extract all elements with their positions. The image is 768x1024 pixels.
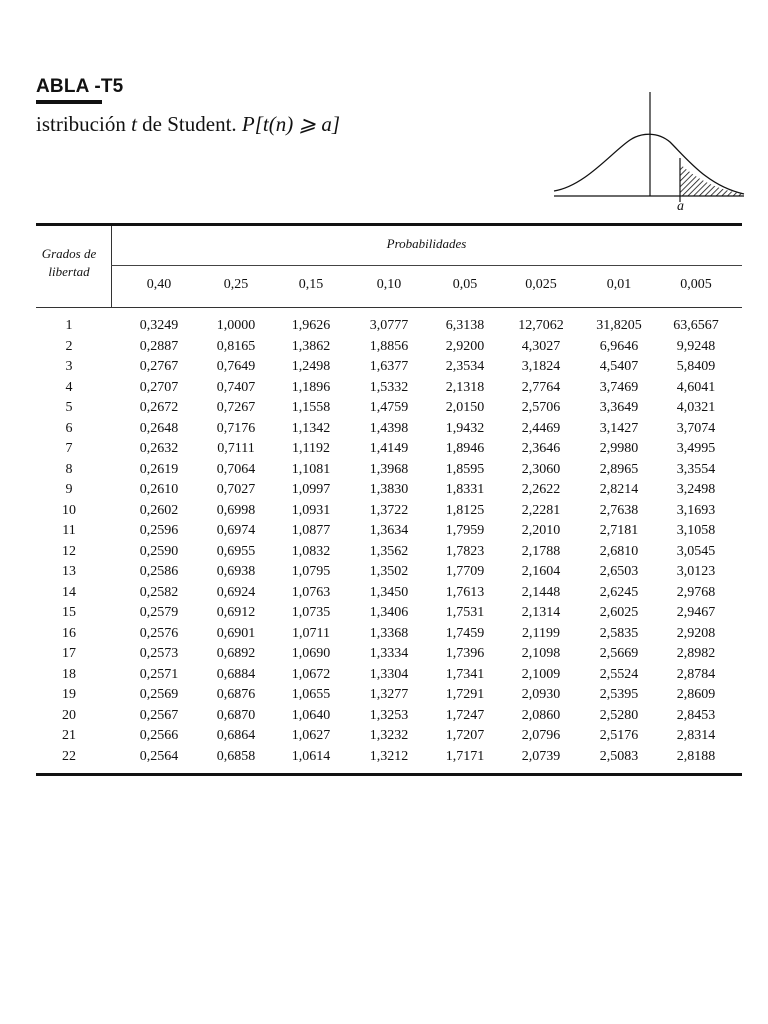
subtitle-t-symbol: t [131, 112, 137, 136]
value-cell: 0,6938 [216, 564, 256, 579]
probability-header-cell: 0,15 [298, 277, 324, 292]
value-cell: 3,3554 [676, 461, 716, 477]
value-cell: 1,3450 [369, 584, 409, 600]
value-cell: 1,1558 [291, 400, 331, 415]
value-cell: 1,3304 [369, 666, 409, 682]
value-cell: 0,6884 [216, 666, 256, 682]
value-cell: 1,7823 [445, 543, 485, 559]
value-cell: 0,6892 [216, 646, 256, 661]
value-cell: 3,1824 [521, 359, 561, 374]
value-cell: 2,0930 [521, 687, 561, 702]
df-cell: 14 [62, 584, 76, 600]
value-cell: 1,9626 [291, 318, 331, 333]
value-cell: 0,7027 [216, 482, 256, 497]
table-row [0, 685, 768, 706]
value-cell: 0,6998 [216, 502, 256, 518]
table-row [0, 316, 768, 337]
value-cell: 1,0711 [292, 625, 330, 641]
df-header-line-2: libertad [48, 264, 90, 279]
value-cell: 3,7469 [599, 379, 639, 395]
value-cell: 2,8784 [676, 666, 716, 682]
value-cell: 3,2498 [676, 482, 716, 497]
value-cell: 1,2498 [291, 359, 331, 374]
probability-header-cell: 0,05 [452, 277, 478, 292]
value-cell: 0,2573 [139, 646, 179, 661]
value-cell: 0,6955 [216, 543, 256, 559]
value-cell: 3,3649 [599, 400, 639, 415]
value-cell: 1,1896 [291, 379, 331, 395]
value-cell: 1,8856 [369, 338, 409, 354]
table-row [0, 521, 768, 542]
value-cell: 2,1098 [521, 646, 561, 661]
table-title: ABLA -T5 [36, 76, 124, 97]
value-cell: 1,3634 [369, 523, 409, 538]
value-cell: 1,4759 [369, 400, 409, 415]
value-cell: 0,2569 [139, 687, 179, 702]
table-row [0, 480, 768, 501]
value-cell: 0,2579 [139, 605, 179, 620]
value-cell: 3,0545 [676, 543, 716, 559]
table-row [0, 747, 768, 768]
subtitle-prefix: istribución [36, 112, 132, 136]
value-cell: 2,7638 [599, 502, 639, 518]
value-cell: 2,5176 [599, 728, 639, 743]
value-cell: 1,0763 [291, 584, 331, 600]
value-cell: 0,2567 [139, 707, 179, 723]
value-cell: 1,0795 [291, 564, 331, 579]
value-cell: 6,3138 [445, 318, 485, 333]
value-cell: 1,7341 [445, 666, 485, 682]
t-distribution-curve-diagram [550, 90, 746, 218]
value-cell: 0,2582 [139, 584, 179, 600]
value-cell: 0,2619 [139, 461, 179, 477]
value-cell: 2,8314 [676, 728, 716, 743]
value-cell: 1,7396 [445, 646, 485, 661]
value-cell: 0,8165 [216, 338, 256, 354]
value-cell: 1,7247 [445, 707, 485, 723]
probability-header-cell: 0,25 [223, 277, 249, 292]
value-cell: 1,0931 [291, 502, 331, 518]
value-cell: 2,6025 [599, 605, 639, 620]
table-row [0, 542, 768, 563]
value-cell: 0,2586 [139, 564, 179, 579]
df-cell: 12 [62, 543, 76, 559]
table-row [0, 726, 768, 747]
value-cell: 0,7176 [216, 420, 256, 436]
value-cell: 1,0672 [291, 666, 331, 682]
value-cell: 3,1058 [676, 523, 716, 538]
value-cell: 1,4149 [369, 441, 409, 456]
value-cell: 1,3232 [369, 728, 409, 743]
value-cell: 2,8965 [599, 461, 639, 477]
value-cell: 1,0627 [291, 728, 331, 743]
value-cell: 1,7531 [445, 605, 485, 620]
probability-header-cell: 0,01 [606, 277, 632, 292]
value-cell: 2,8982 [676, 646, 716, 661]
value-cell: 1,3862 [291, 338, 331, 354]
df-cell: 20 [62, 707, 76, 723]
value-cell: 0,2602 [139, 502, 179, 518]
value-cell: 1,8595 [445, 461, 485, 477]
value-cell: 2,5524 [599, 666, 639, 682]
critical-value-label: a [677, 199, 684, 214]
value-cell: 2,1009 [521, 666, 561, 682]
value-cell: 1,8125 [445, 502, 485, 518]
value-cell: 2,2281 [521, 502, 561, 518]
value-cell: 1,3334 [369, 646, 409, 661]
table-row [0, 460, 768, 481]
value-cell: 0,3249 [139, 318, 179, 333]
value-cell: 2,3060 [521, 461, 561, 477]
value-cell: 0,2564 [139, 748, 179, 764]
value-cell: 1,3212 [369, 748, 409, 764]
value-cell: 2,0150 [445, 400, 485, 415]
subtitle-formula: P[t(n) ⩾ a] [241, 112, 341, 136]
table-row [0, 644, 768, 665]
table-row [0, 439, 768, 460]
value-cell: 0,6858 [216, 748, 256, 764]
value-cell: 2,6245 [599, 584, 639, 600]
value-cell: 0,2767 [139, 359, 179, 374]
value-cell: 0,6864 [216, 728, 256, 743]
table-row [0, 665, 768, 686]
value-cell: 3,0777 [369, 318, 409, 333]
value-cell: 1,3253 [369, 707, 409, 723]
value-cell: 1,7959 [445, 523, 485, 538]
value-cell: 0,2648 [139, 420, 179, 436]
value-cell: 0,7267 [216, 400, 256, 415]
df-cell: 9 [65, 482, 73, 497]
value-cell: 2,4469 [521, 420, 561, 436]
df-cell: 22 [62, 748, 76, 764]
value-cell: 2,8214 [599, 482, 639, 497]
value-cell: 3,1427 [599, 420, 639, 436]
probabilities-header: Probabilidades [386, 236, 467, 251]
probability-header-cell: 0,10 [376, 277, 402, 292]
value-cell: 5,8409 [676, 359, 716, 374]
value-cell: 2,3534 [445, 359, 485, 374]
value-cell: 1,8331 [445, 482, 485, 497]
value-cell: 0,6974 [216, 523, 256, 538]
value-cell: 0,2596 [139, 523, 179, 538]
value-cell: 2,9768 [676, 584, 716, 600]
value-cell: 2,8453 [676, 707, 716, 723]
value-cell: 1,0877 [291, 523, 331, 538]
value-cell: 2,6810 [599, 543, 639, 559]
value-cell: 2,7764 [521, 379, 561, 395]
df-cell: 7 [65, 441, 73, 456]
value-cell: 2,2010 [521, 523, 561, 538]
value-cell: 2,1604 [521, 564, 561, 579]
df-cell: 21 [62, 728, 76, 743]
table-row [0, 398, 768, 419]
df-cell: 16 [62, 625, 76, 641]
value-cell: 0,2571 [139, 666, 179, 682]
value-cell: 12,7062 [518, 318, 564, 333]
value-cell: 0,7111 [217, 441, 255, 456]
table-row [0, 357, 768, 378]
degrees-of-freedom-header [36, 245, 102, 281]
value-cell: 1,0614 [291, 748, 331, 764]
table-row [0, 603, 768, 624]
table-row [0, 378, 768, 399]
table-row [0, 583, 768, 604]
value-cell: 3,4995 [676, 441, 716, 456]
value-cell: 1,1192 [292, 441, 330, 456]
value-cell: 1,0690 [291, 646, 331, 661]
probability-header-cell: 0,025 [525, 277, 557, 292]
value-cell: 2,9980 [599, 441, 639, 456]
value-cell: 2,8188 [676, 748, 716, 764]
value-cell: 31,8205 [596, 318, 642, 333]
value-cell: 2,1199 [522, 625, 560, 641]
value-cell: 1,5332 [369, 379, 409, 395]
value-cell: 1,0000 [216, 318, 256, 333]
title-underline [36, 100, 102, 104]
value-cell: 2,5669 [599, 646, 639, 661]
probability-header-cell: 0,005 [680, 277, 712, 292]
value-cell: 0,6912 [216, 605, 256, 620]
value-cell: 1,0640 [291, 707, 331, 723]
value-cell: 1,3830 [369, 482, 409, 497]
table-row [0, 419, 768, 440]
value-cell: 1,3562 [369, 543, 409, 559]
value-cell: 2,5280 [599, 707, 639, 723]
df-cell: 4 [65, 379, 73, 395]
df-cell: 10 [62, 502, 76, 518]
value-cell: 0,7407 [216, 379, 256, 395]
value-cell: 63,6567 [673, 318, 719, 333]
df-cell: 11 [62, 523, 76, 538]
value-cell: 1,7171 [445, 748, 485, 764]
value-cell: 1,7459 [445, 625, 485, 641]
value-cell: 0,2590 [139, 543, 179, 559]
value-cell: 0,2672 [139, 400, 179, 415]
value-cell: 2,6503 [599, 564, 639, 579]
value-cell: 3,7074 [676, 420, 716, 436]
value-cell: 0,7064 [216, 461, 256, 477]
value-cell: 2,9200 [445, 338, 485, 354]
value-cell: 1,4398 [369, 420, 409, 436]
value-cell: 4,0321 [676, 400, 716, 415]
df-cell: 6 [65, 420, 73, 436]
probabilities-underline [111, 265, 742, 266]
df-cell: 8 [65, 461, 73, 477]
value-cell: 1,0655 [291, 687, 331, 702]
value-cell: 0,2566 [139, 728, 179, 743]
value-cell: 4,5407 [599, 359, 639, 374]
value-cell: 4,3027 [521, 338, 561, 354]
value-cell: 0,6901 [216, 625, 256, 641]
value-cell: 2,1318 [445, 379, 485, 395]
value-cell: 6,9646 [599, 338, 639, 354]
value-cell: 1,3277 [369, 687, 409, 702]
value-cell: 9,9248 [676, 338, 716, 354]
df-cell: 19 [62, 687, 76, 702]
value-cell: 2,0739 [521, 748, 561, 764]
value-cell: 2,5083 [599, 748, 639, 764]
value-cell: 1,7207 [445, 728, 485, 743]
value-cell: 0,2632 [139, 441, 179, 456]
table-row [0, 501, 768, 522]
value-cell: 3,0123 [676, 564, 716, 579]
df-cell: 15 [62, 605, 76, 620]
value-cell: 1,3722 [369, 502, 409, 518]
table-row [0, 562, 768, 583]
df-cell: 2 [65, 338, 73, 354]
df-cell: 18 [62, 666, 76, 682]
value-cell: 0,7649 [216, 359, 256, 374]
value-cell: 1,7613 [445, 584, 485, 600]
value-cell: 1,0832 [291, 543, 331, 559]
table-row [0, 337, 768, 358]
value-cell: 2,5395 [599, 687, 639, 702]
value-cell: 1,7709 [445, 564, 485, 579]
df-cell: 17 [62, 646, 76, 661]
df-header-line-1: Grados de [41, 246, 97, 261]
value-cell: 2,1314 [521, 605, 561, 620]
value-cell: 1,1342 [291, 420, 331, 436]
value-cell: 1,3968 [369, 461, 409, 477]
value-cell: 0,6876 [216, 687, 256, 702]
table-row [0, 624, 768, 645]
df-cell: 1 [65, 318, 73, 333]
value-cell: 2,5706 [521, 400, 561, 415]
value-cell: 2,3646 [521, 441, 561, 456]
df-cell: 5 [65, 400, 73, 415]
value-cell: 2,0860 [521, 707, 561, 723]
table-top-rule [36, 223, 742, 226]
subtitle-middle: de Student. [136, 112, 242, 136]
value-cell: 2,9467 [676, 605, 716, 620]
value-cell: 1,9432 [445, 420, 485, 436]
density-curve [554, 134, 744, 194]
df-cell: 3 [65, 359, 73, 374]
value-cell: 0,2887 [139, 338, 179, 354]
value-cell: 1,3502 [369, 564, 409, 579]
value-cell: 1,8946 [445, 441, 485, 456]
value-cell: 2,7181 [599, 523, 639, 538]
value-cell: 1,3368 [369, 625, 409, 641]
value-cell: 0,6870 [216, 707, 256, 723]
value-cell: 0,6924 [216, 584, 256, 600]
value-cell: 2,9208 [676, 625, 716, 641]
value-cell: 2,1448 [521, 584, 561, 600]
table-row [0, 706, 768, 727]
value-cell: 1,3406 [369, 605, 409, 620]
value-cell: 1,0735 [291, 605, 331, 620]
value-cell: 2,8609 [676, 687, 716, 702]
table-bottom-rule [36, 773, 742, 776]
value-cell: 1,0997 [291, 482, 331, 497]
probability-header-cell: 0,40 [146, 277, 172, 292]
value-cell: 0,2610 [139, 482, 179, 497]
value-cell: 1,1081 [291, 461, 331, 477]
value-cell: 2,5835 [599, 625, 639, 641]
value-cell: 1,6377 [369, 359, 409, 374]
value-cell: 3,1693 [676, 502, 716, 518]
value-cell: 0,2576 [139, 625, 179, 641]
header-bottom-rule [36, 307, 742, 308]
value-cell: 4,6041 [676, 379, 716, 395]
value-cell: 2,0796 [521, 728, 561, 743]
table-body [0, 316, 768, 767]
value-cell: 2,2622 [521, 482, 561, 497]
value-cell: 1,7291 [445, 687, 485, 702]
table-subtitle [36, 112, 340, 137]
value-cell: 2,1788 [521, 543, 561, 559]
df-cell: 13 [62, 564, 76, 579]
value-cell: 0,2707 [139, 379, 179, 395]
